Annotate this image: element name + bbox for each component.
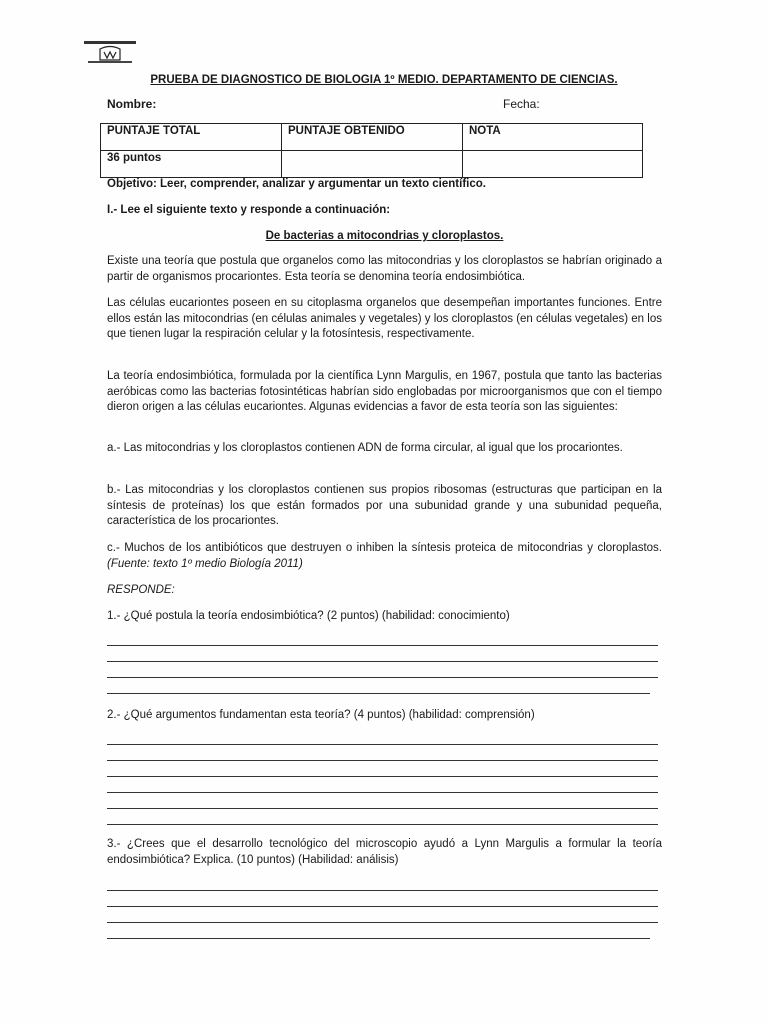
answer-line[interactable]: [107, 677, 658, 678]
header-grade: NOTA: [463, 124, 643, 151]
question-2: 2.- ¿Qué argumentos fundamentan esta teoría? (4 puntos) (habilidad: comprensión): [107, 709, 535, 721]
answer-line[interactable]: [107, 906, 658, 907]
score-table-row: [101, 151, 643, 178]
answer-line[interactable]: [107, 744, 658, 745]
responde-heading: RESPONDE:: [107, 584, 175, 596]
answer-line[interactable]: [107, 645, 658, 646]
header-total: PUNTAJE TOTAL: [101, 124, 282, 151]
question-3: 3.- ¿Crees que el desarrollo tecnológico del microscopio ayudó a Lynn Margulis a formular la teoría endosimbiótica? Explica. (10 puntos) (Habilidad: análisis): [107, 838, 662, 866]
paragraph-3: La teoría endosimbiótica, formulada por la científica Lynn Margulis, en 1967, postula que tanto las bacterias aeróbicas como las bacterias fotosintéticas habrían sido englobadas por microorganismos que con el tiempo dieron origen a las células eucariontes. Algunas evidencias a favor de esta teoría son las siguientes:: [107, 370, 662, 413]
answer-line[interactable]: [107, 693, 650, 694]
answer-line[interactable]: [107, 776, 658, 777]
document-title: PRUEBA DE DIAGNOSTICO DE BIOLOGIA 1º MEDIO. DEPARTAMENTO DE CIENCIAS.: [150, 74, 618, 86]
source-citation: (Fuente: texto 1º medio Biología 2011): [107, 557, 303, 570]
section-title: I.- Lee el siguiente texto y responde a continuación:: [107, 204, 391, 216]
answer-line[interactable]: [107, 938, 650, 939]
score-table-header-row: [101, 124, 643, 151]
answer-line[interactable]: [107, 808, 658, 809]
paragraph-1: Existe una teoría que postula que organelos como las mitocondrias y los cloroplastos se habrían originado a partir de organismos procariontes. Esta teoría se denomina teoría endosimbiótica.: [107, 255, 662, 283]
cell-grade[interactable]: [463, 151, 643, 178]
evidence-a: a.- Las mitocondrias y los cloroplastos contienen ADN de forma circular, al igual que los procariontes.: [107, 442, 623, 454]
score-table: [100, 123, 643, 178]
cell-total: 36 puntos: [101, 151, 282, 178]
evidence-c-text: c.- Muchos de los antibióticos que destruyen o inhiben la síntesis proteica de mitocondrias y cloroplastos.: [107, 542, 662, 554]
paragraph-2: Las células eucariontes poseen en su citoplasma organelos que desempeñan importantes funciones. Entre ellos están las mitocondrias (en células animales y vegetales) y los cloroplastos (en células vegetales) en los que tienen lugar la respiración celular y la fotosíntesis, respectivamente.: [107, 297, 662, 340]
answer-line[interactable]: [107, 890, 658, 891]
evidence-b: b.- Las mitocondrias y los cloroplastos contienen sus propios ribosomas (estructuras que participan en la síntesis de proteínas) los que están formados por una subunidad grande y una subunidad pequeña, característica de los procariontes.: [107, 484, 662, 527]
cell-obtained[interactable]: [282, 151, 463, 178]
answer-line[interactable]: [107, 922, 658, 923]
date-label: Fecha:: [503, 97, 540, 111]
question-1: 1.- ¿Qué postula la teoría endosimbiótica? (2 puntos) (habilidad: conocimiento): [107, 610, 510, 622]
name-label: Nombre:: [107, 97, 157, 111]
header-obtained: PUNTAJE OBTENIDO: [282, 124, 463, 151]
school-logo: [80, 40, 140, 66]
evidence-c: [107, 541, 662, 572]
objective: Objetivo: Leer, comprender, analizar y argumentar un texto científico.: [107, 178, 486, 190]
answer-line[interactable]: [107, 760, 658, 761]
answer-line[interactable]: [107, 792, 658, 793]
answer-line[interactable]: [107, 661, 658, 662]
text-title: De bacterias a mitocondrias y cloroplastos.: [265, 230, 504, 242]
answer-line[interactable]: [107, 824, 658, 825]
